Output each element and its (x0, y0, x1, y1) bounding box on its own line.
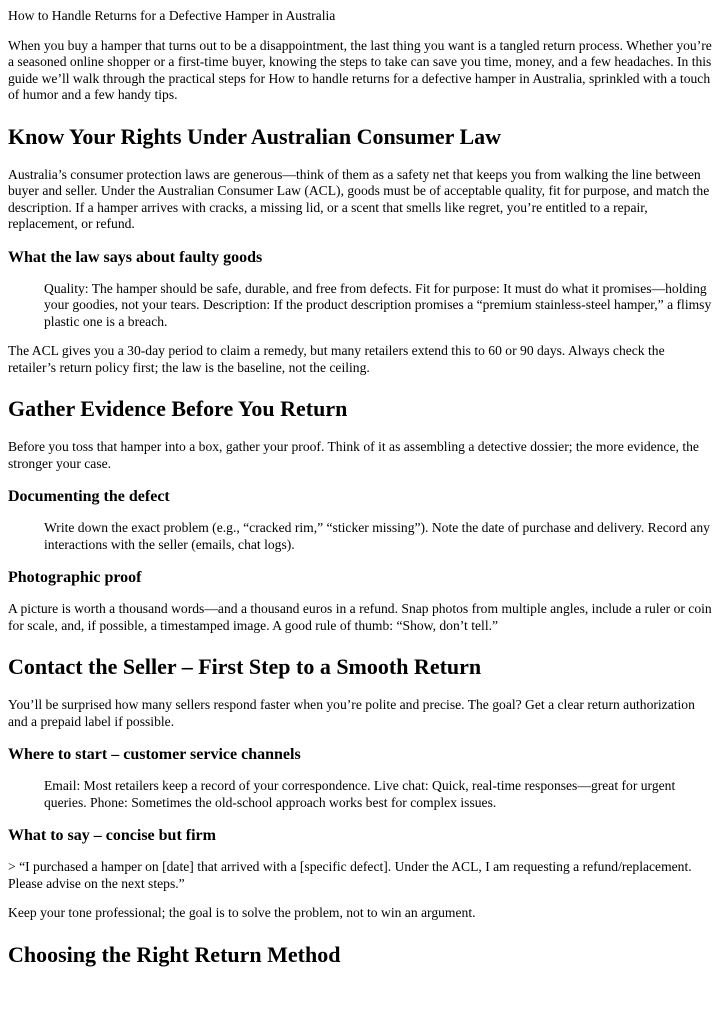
subheading-documenting: Documenting the defect (8, 488, 170, 505)
evidence-paragraph: Before you toss that hamper into a box, gather your proof. Think of it as assembling a detective dossier; the more evidence, the stronger your case. (8, 439, 699, 471)
faulty-goods-quote: Quality: The hamper should be safe, durable, and free from defects. Fit for purpose: It must do what it promises—holding your goodies, not your tears. Description: If the product description promises a “premium stainless-steel hamper,” a flimsy plastic one is a breach. (44, 280, 712, 329)
subheading-faulty-goods: What the law says about faulty goods (8, 248, 263, 266)
sample-message-paragraph: > “I purchased a hamper on [date] that arrived with a [specific defect]. Under the ACL, I am requesting a refund/replacement. Please advise on the next steps.” (8, 859, 692, 891)
subheading-photographic: Photographic proof (8, 569, 142, 586)
documenting-quote: Write down the exact problem (e.g., “cracked rim,” “sticker missing”). Note the date of purchase and delivery. Record any interactions with the seller (emails, chat logs). (44, 520, 710, 552)
section-heading-evidence: Gather Evidence Before You Return (8, 396, 348, 421)
contact-paragraph: You’ll be surprised how many sellers respond faster when you’re polite and precise. The goal? Get a clear return authorization and a prepaid label if possible. (8, 697, 695, 729)
intro-paragraph: When you buy a hamper that turns out to be a disappointment, the last thing you want is a tangled return process. Whether you’re a seasoned online shopper or a first-time buyer, knowing the steps to take can save you time, money, and a few headaches. In this guide we’ll walk through the practical steps for How to handle returns for a defective hamper in Australia, sprinkled with a touch of humor and a few handy tips. (8, 37, 712, 102)
section-heading-return-method: Choosing the Right Return Method (8, 941, 341, 967)
channels-quote: Email: Most retailers keep a record of your correspondence. Live chat: Quick, real-time responses—great for urgent queries. Phone: Sometimes the old-school approach works best for complex issues. (44, 778, 676, 810)
photographic-paragraph: A picture is worth a thousand words—and a thousand euros in a refund. Snap photos from multiple angles, include a ruler or coin for scale, and, if possible, a timestamped image. A good rule of thumb: “Show, don’t tell.” (8, 601, 712, 633)
document-title: How to Handle Returns for a Defective Hamper in Australia (8, 8, 336, 23)
acl-period-paragraph: The ACL gives you a 30-day period to claim a remedy, but many retailers extend this to 60 or 90 days. Always check the retailer’s return policy first; the law is the baseline, not the ceiling. (8, 343, 665, 375)
section-heading-rights: Know Your Rights Under Australian Consumer Law (8, 123, 502, 149)
rights-paragraph: Australia’s consumer protection laws are generous—think of them as a safety net that keeps you from walking the line between buyer and seller. Under the Australian Consumer Law (ACL), goods must be of acceptable quality, fit for purpose, and match the description. If a hamper arrives with cracks, a missing lid, or a scent that smells like regret, you’re entitled to a repair, replacement, or refund. (8, 166, 710, 231)
tone-paragraph: Keep your tone professional; the goal is to solve the problem, not to win an argument. (8, 905, 476, 920)
section-heading-contact: Contact the Seller – First Step to a Smooth Return (8, 654, 482, 679)
subheading-what-to-say: What to say – concise but firm (8, 827, 216, 844)
subheading-channels: Where to start – customer service channels (8, 746, 301, 763)
